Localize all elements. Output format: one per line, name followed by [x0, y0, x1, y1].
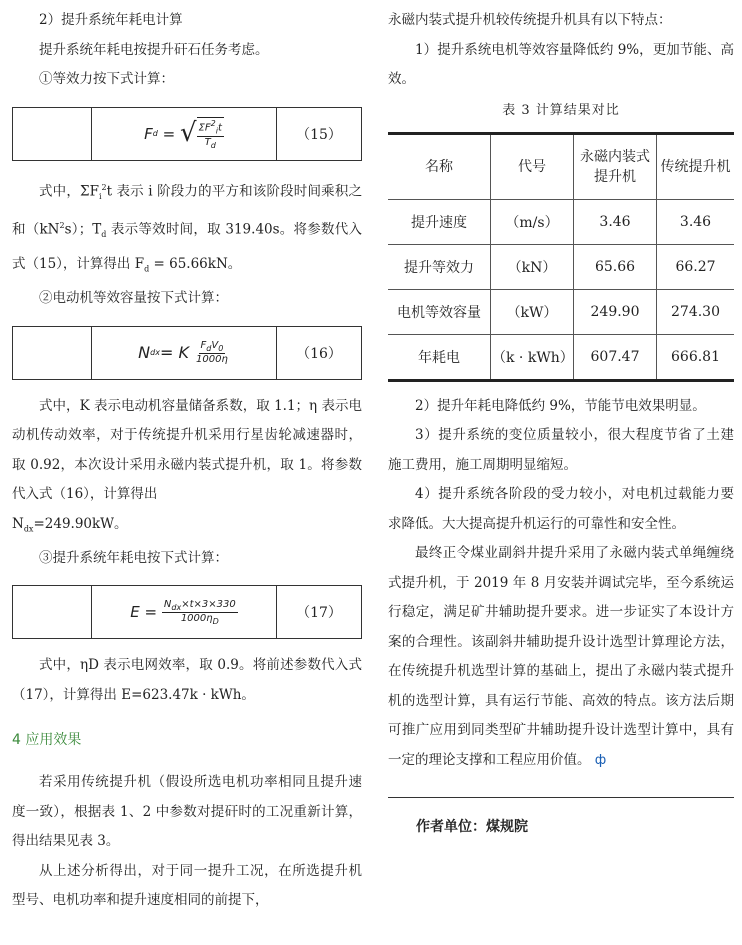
- author-affiliation: 作者单位：煤规院: [416, 819, 528, 835]
- table-cell: 666.81: [657, 334, 735, 380]
- right-column: [388, 0, 734, 836]
- f16-num: F: [200, 340, 207, 352]
- f16-lhs: N: [138, 343, 151, 363]
- f17-lhs: E: [130, 603, 140, 622]
- f15-num-sup: 2: [210, 119, 216, 129]
- para-f16-explain: 式中，K 表示电动机容量储备系数，取 1.1；η 表示电动机传动效率，对于传统提升机采用行星齿轮减速器时，取 0.92，本次设计采用永磁内装式提升机，取 1。将参数代入式（16），计算得出 $N_{dx}=249.90kW$。: [12, 397, 362, 534]
- formula-16: [12, 326, 362, 380]
- f17-num-sub: dx: [171, 602, 182, 612]
- f16-den: 1000η: [196, 354, 228, 366]
- f15-sqrt: √ $\frac{\Sigma F^2_it}{T_d}$: [179, 118, 222, 150]
- table-title: 表 3 计算结果对比: [502, 102, 620, 118]
- table-cell: 274.30: [657, 289, 735, 334]
- f16-num-sub: d: [206, 344, 212, 354]
- table-cell: （k · kWh）: [491, 334, 574, 380]
- table-cell: 年耗电: [388, 334, 491, 380]
- formula-15-number: （15）: [296, 126, 342, 143]
- table-row: [388, 244, 734, 289]
- f16-num-sub2: 0: [218, 344, 224, 354]
- f15-den-sub: d: [210, 140, 216, 150]
- para-features-intro: 永磁内装式提升机较传统提升机具有以下特点：: [388, 12, 672, 28]
- para-feature-2: 2）提升年耗电降低约 9%，节能节电效果明显。: [415, 397, 706, 414]
- f17-num-tail: ×t×3×330: [181, 598, 236, 610]
- para-analysis: 从上述分析得出，对于同一提升工况，在所选提升机型号、电机功率和提升速度相同的前提下，: [12, 862, 362, 909]
- table-cell: 249.90: [574, 289, 657, 334]
- f16-mid: = K: [159, 343, 189, 363]
- end-mark-icon: ф: [594, 751, 607, 768]
- f15-num-sub: i: [215, 126, 218, 136]
- table-cell: （kN）: [491, 244, 574, 289]
- formula-15: [12, 107, 362, 161]
- formula-17: [12, 585, 362, 639]
- table-cell: 3.46: [574, 199, 657, 244]
- para-equivalent-force: ①等效力按下式计算：: [39, 71, 174, 87]
- table-cell: 3.46: [657, 199, 735, 244]
- formula-16-number: （16）: [296, 345, 342, 362]
- table-row: [388, 199, 734, 244]
- table-row: [388, 334, 734, 380]
- table-header-row: [388, 133, 734, 199]
- left-column: [12, 0, 362, 916]
- f15-lhs: F: [144, 124, 153, 143]
- para-conclusion: 最终正令煤业副斜井提升采用了永磁内装式单绳缠绕式提升机，于 2019 年 8 月安装并调试完毕，至今系统运行稳定，满足矿井辅助提升要求。进一步证实了本设计方案的合理性。该副斜井辅助提升设计选型计算理论方法，在传统提升机选型计算的基础上，提出了永磁内装式提升机的选型计算，具有运行节能、高效的特点。该方法后期可推广应用到同类型矿井辅助提升设计选型计算中，具有一定的理论支撑和工程应用价值。 ф: [388, 545, 734, 768]
- para-feature-3: 3）提升系统的变位质量较小，很大程度节省了土建施工费用，施工周期明显缩短。: [388, 427, 734, 473]
- formula-17-expr: E = $\frac{N_{dx}\times t\times 3\times 330}{1000\eta_D}$: [92, 586, 277, 638]
- f17-num: N: [163, 598, 172, 610]
- table-header-cell: 代号: [491, 133, 574, 199]
- para-f15-explain: 式中，$\Sigma F_i^2t$ 表示 i 阶段力的平方和该阶段时间乘积之和$(kN^2s)$；$T_d$ 表示等效时间，取 319.40s。将参数代入式（15），计算得出 $F_d = 65.66kN$。: [12, 182, 362, 274]
- para-subsection-title: 2）提升系统年耗电计算: [39, 12, 183, 28]
- divider: [388, 797, 734, 798]
- section-heading-4: 4 应用效果: [12, 732, 82, 749]
- table-header-cell: 名称: [388, 133, 491, 199]
- formula-15-expr: F d = √ $\frac{\Sigma F^2_it}{T_d}$: [92, 108, 277, 160]
- para-feature-4: 4）提升系统各阶段的受力较小，对电机过载能力要求降低。大大提高提升机运行的可靠性和安全性。: [388, 486, 734, 532]
- formula-17-blank: [13, 586, 92, 638]
- results-table: [388, 132, 734, 382]
- table-cell: 提升速度: [388, 199, 491, 244]
- table-cell: 607.47: [574, 334, 657, 380]
- table-cell: 电机等效容量: [388, 289, 491, 334]
- para-intro: 提升系统年耗电按提升矸石任务考虑。: [39, 41, 269, 58]
- table-cell: （kW）: [491, 289, 574, 334]
- table-header-cell: 传统提升机: [657, 133, 735, 199]
- formula-16-expr: [92, 327, 277, 379]
- para-f17-explain: 式中，ηD 表示电网效率，取 0.9。将前述参数代入式（17），计算得出 E=623.47k · kWh。: [12, 657, 362, 703]
- table-row: [388, 289, 734, 334]
- f15-den: T: [204, 136, 211, 148]
- f17-den-sub: D: [212, 616, 219, 626]
- f16-num-tail: V: [211, 340, 219, 352]
- formula-16-blank: [13, 327, 92, 379]
- para-annual-power: ③提升系统年耗电按下式计算：: [39, 549, 228, 566]
- table-cell: 提升等效力: [388, 244, 491, 289]
- f15-lhs-sub: d: [152, 129, 158, 138]
- formula-17-number: （17）: [296, 605, 342, 622]
- table-cell: 66.27: [657, 244, 735, 289]
- f15-num: ΣF: [198, 122, 211, 134]
- f17-den: 1000η: [180, 612, 213, 624]
- f16-lhs-sub: dx: [150, 348, 160, 358]
- formula-15-blank: [13, 108, 92, 160]
- table-header-cell: 永磁内装式提升机: [574, 133, 657, 199]
- para-traditional: 若采用传统提升机（假设所选电机功率相同且提升速度一致），根据表 1、2 中参数对提矸时的工况重新计算，得出结果见表 3。: [12, 774, 362, 850]
- f15-num-tail: t: [217, 122, 222, 134]
- para-motor-capacity: ②电动机等效容量按下式计算：: [39, 290, 228, 307]
- table-cell: （m/s）: [491, 199, 574, 244]
- para-feature-1: 1）提升系统电机等效容量降低约 9%，更加节能、高效。: [388, 41, 734, 87]
- table-cell: 65.66: [574, 244, 657, 289]
